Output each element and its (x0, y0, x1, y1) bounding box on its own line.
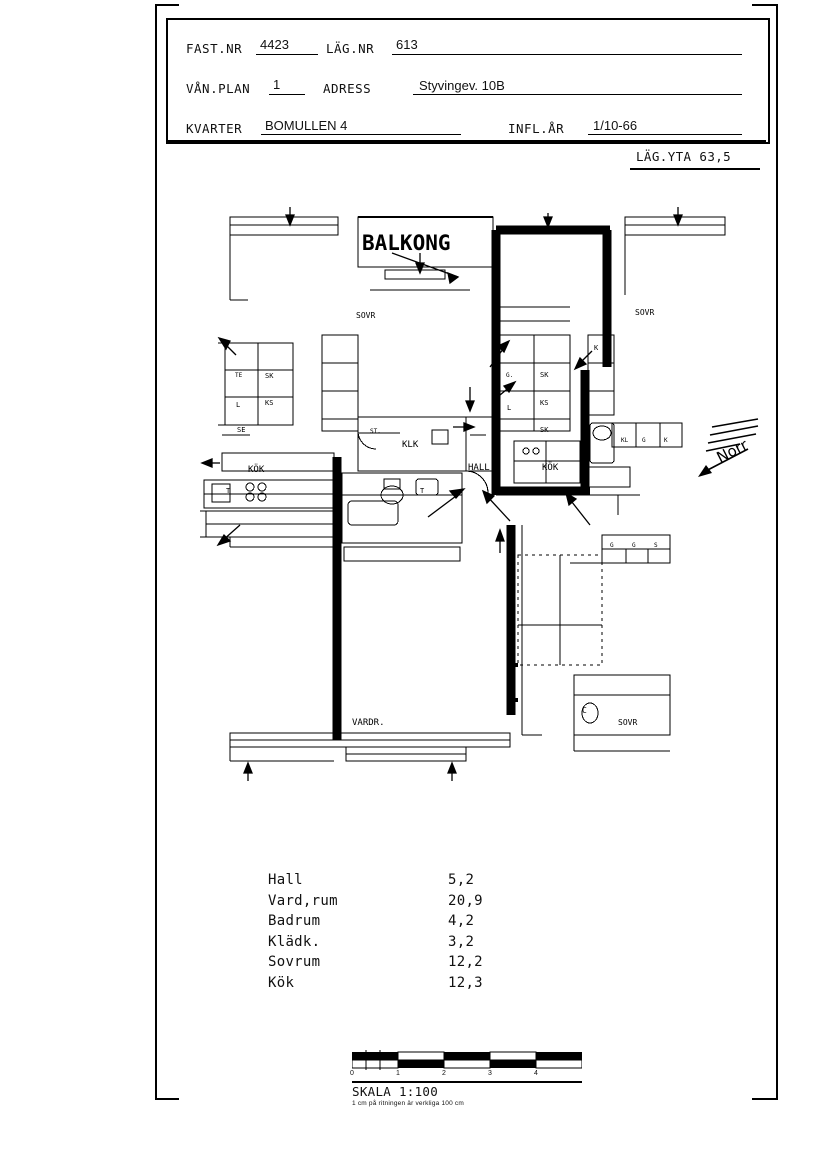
frame-left-edge (155, 4, 157, 1100)
value-kvarter: BOMULLEN 4 (265, 118, 348, 133)
rule-lagnr (392, 54, 742, 55)
tag-ks-left: KS (265, 399, 274, 407)
label-inflar: INFL.ÅR (508, 121, 565, 136)
tag-se: SE (237, 426, 246, 434)
frame-tick-bottom-right (752, 1098, 777, 1100)
table-row (268, 975, 528, 996)
tag-g2: G (642, 437, 646, 444)
scale-underline (352, 1081, 582, 1083)
tag-g3: G (610, 542, 614, 549)
scale-tick: 4 (534, 1070, 538, 1077)
label-lagnr: LÄG.NR (326, 41, 375, 56)
tag-ks-right: KS (540, 399, 549, 407)
room-area: 4,2 (448, 913, 475, 929)
frame-tick-bottom-left (155, 1098, 179, 1100)
tag-l-right: L (507, 404, 512, 412)
scale-title: SKALA 1:100 (352, 1084, 439, 1099)
room-tag-hall: HALL (468, 463, 490, 473)
room-name: Badrum (268, 913, 321, 929)
floor-plan (170, 195, 770, 795)
value-vanplan: 1 (273, 77, 281, 92)
room-tag-vardr: VARDR. (352, 718, 385, 728)
rule-inflar (588, 134, 742, 135)
room-tag-klk: KLK (402, 440, 419, 450)
tag-st: ST. (370, 428, 381, 435)
room-tag-kok-left: KÖK (248, 465, 265, 475)
room-tag-sovr-right: SOVR (635, 308, 655, 317)
room-name: Sovrum (268, 954, 321, 970)
room-name: Klädk. (268, 933, 321, 950)
scale-graphic (352, 1050, 582, 1072)
tag-g-right: G. (506, 372, 514, 379)
scale-bar (350, 1050, 592, 1107)
table-row (268, 872, 528, 893)
room-tag-sovr-lower: SOVR (618, 718, 638, 727)
scale-tick: 0 (350, 1070, 354, 1077)
tag-g4: G (632, 542, 636, 549)
tag-t-right: T (420, 487, 425, 495)
room-tag-sovr-left: SOVR (356, 311, 376, 320)
room-area-table (268, 872, 528, 995)
frame-tick-top-right (752, 4, 777, 6)
value-fastnr: 4423 (260, 37, 289, 52)
scale-ticks (352, 1070, 582, 1080)
scale-tick: 2 (442, 1070, 446, 1077)
tag-k2: K (664, 437, 668, 444)
value-lagnr: 613 (396, 37, 418, 52)
frame-tick-top-left (155, 4, 179, 6)
tag-kl: KL (621, 437, 629, 444)
rule-vanplan (269, 94, 305, 95)
tag-k-upper: K (594, 344, 599, 352)
frame-right-edge (776, 4, 778, 1100)
label-vanplan: VÅN.PLAN (186, 81, 251, 96)
table-row (268, 934, 528, 955)
scale-tick: 1 (396, 1070, 400, 1077)
apartment-area-underline (630, 168, 760, 170)
scale-subtitle: 1 cm på ritningen är verkliga 100 cm (352, 1100, 464, 1107)
apartment-area-box (630, 148, 760, 170)
room-area: 12,3 (448, 974, 483, 991)
room-tag-kok: KÖK (542, 463, 559, 473)
north-label: Norr (713, 435, 751, 467)
north-arrow (690, 415, 760, 485)
tag-te: TE (235, 372, 243, 379)
room-name: Hall (268, 872, 303, 888)
value-adress: Styvingev. 10B (419, 78, 505, 93)
tag-l-left: L (236, 401, 241, 409)
tag-sk-left: SK (265, 372, 274, 380)
tag-sk2-right: SK (540, 426, 549, 434)
tag-s: S (654, 542, 658, 549)
balcony-label: BALKONG (362, 231, 451, 255)
value-inflar: 1/10-66 (593, 118, 638, 133)
label-fastnr: FAST.NR (186, 41, 243, 56)
room-name: Kök (268, 974, 295, 991)
rule-fastnr (256, 54, 318, 55)
room-name: Vard,rum (268, 892, 338, 909)
room-area: 12,2 (448, 954, 483, 970)
table-row (268, 893, 528, 914)
room-area: 3,2 (448, 933, 475, 950)
room-area: 5,2 (448, 872, 475, 888)
rule-kvarter (261, 134, 461, 135)
rule-adress (413, 94, 742, 95)
table-row (268, 913, 528, 934)
label-kvarter: KVARTER (186, 121, 243, 136)
room-area: 20,9 (448, 892, 483, 909)
apartment-area-label: LÄG.YTA 63,5 (636, 149, 732, 164)
title-block-separator (166, 140, 766, 142)
title-block (166, 18, 770, 144)
table-row (268, 954, 528, 975)
tag-c: C (582, 706, 587, 715)
label-adress: ADRESS (323, 81, 372, 96)
scale-tick: 3 (488, 1070, 492, 1077)
tag-sk-right: SK (540, 371, 549, 379)
tag-t-left: T (226, 487, 231, 495)
